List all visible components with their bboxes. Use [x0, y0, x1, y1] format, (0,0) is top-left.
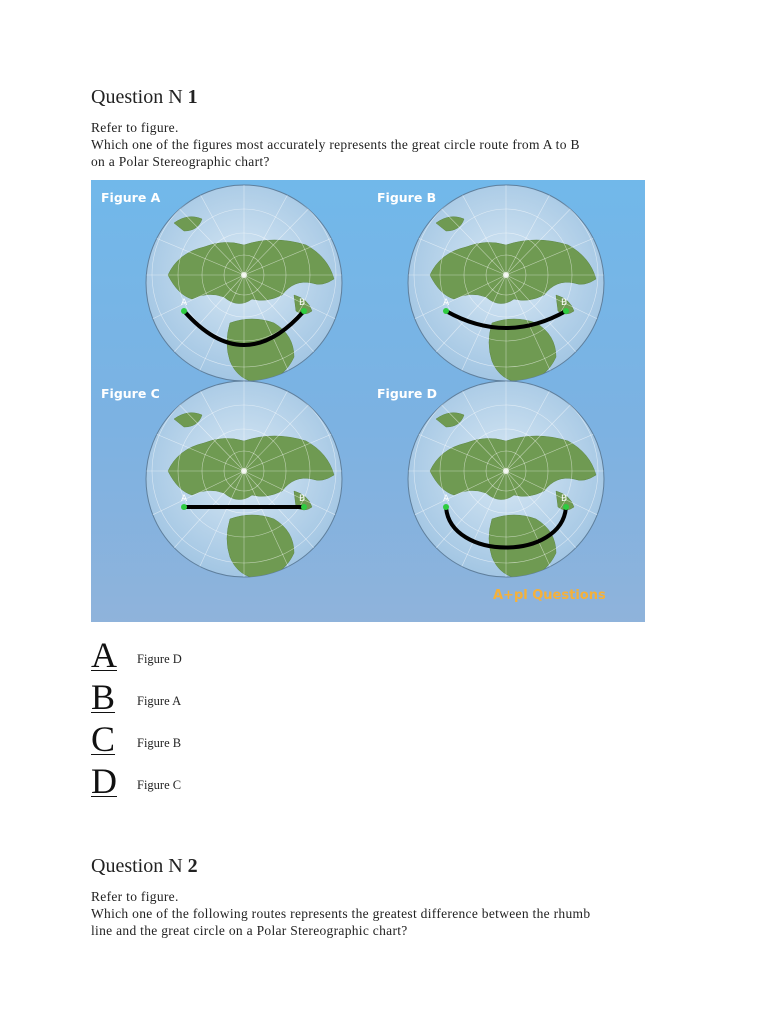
figure-panel	[91, 180, 645, 622]
figure-b-label: Figure B	[377, 190, 437, 205]
point-a-label: A	[443, 298, 450, 308]
watermark-logo: A+pl Questions	[493, 588, 606, 603]
option-text: Figure B	[137, 736, 182, 750]
point-a-marker	[443, 504, 449, 510]
question-line: Refer to figure.	[91, 889, 179, 904]
option-letter: D	[91, 761, 117, 801]
question-line: Which one of the following routes represents the greatest difference between the rhumb	[91, 906, 591, 921]
question-2-title	[91, 855, 198, 878]
globe-figure-c	[144, 379, 344, 579]
figure-a-label: Figure A	[101, 190, 161, 205]
point-b-label: B	[561, 298, 568, 308]
point-b-label: B	[561, 494, 568, 504]
question-line: line and the great circle on a Polar Stereographic chart?	[91, 923, 408, 938]
point-a-marker	[181, 308, 187, 314]
globe-figure-a	[144, 183, 344, 383]
option-letter: A	[91, 635, 117, 675]
question-1-text	[91, 119, 691, 170]
point-b-marker	[563, 308, 569, 314]
question-line: Which one of the figures most accurately represents the great circle route from A to B	[91, 137, 580, 152]
point-a-label: A	[443, 494, 450, 504]
option-text: Figure D	[137, 652, 182, 666]
question-1-title	[91, 86, 198, 109]
point-a-marker	[181, 504, 187, 510]
point-a-label: A	[181, 494, 188, 504]
point-b-label: B	[299, 494, 306, 504]
question-title-prefix: Question N	[91, 86, 188, 108]
option-text: Figure C	[137, 778, 182, 792]
point-a-label: A	[181, 298, 188, 308]
question-number: 2	[187, 855, 198, 877]
point-b-label: B	[299, 298, 306, 308]
globe-figure-d	[406, 379, 606, 579]
option-letter: B	[91, 677, 116, 717]
point-a-marker	[443, 308, 449, 314]
point-b-marker	[301, 504, 307, 510]
option-text: Figure A	[137, 694, 182, 708]
point-b-marker	[301, 308, 307, 314]
question-title-prefix: Question N	[91, 855, 188, 877]
figure-d-label: Figure D	[377, 386, 438, 401]
question-line: on a Polar Stereographic chart?	[91, 154, 270, 169]
globe-figure-b	[406, 183, 606, 383]
question-line: Refer to figure.	[91, 120, 179, 135]
figure-c-label: Figure C	[101, 386, 160, 401]
point-b-marker	[563, 504, 569, 510]
question-2-text	[91, 888, 691, 939]
option-letter: C	[91, 719, 116, 759]
question-number: 1	[187, 86, 198, 108]
